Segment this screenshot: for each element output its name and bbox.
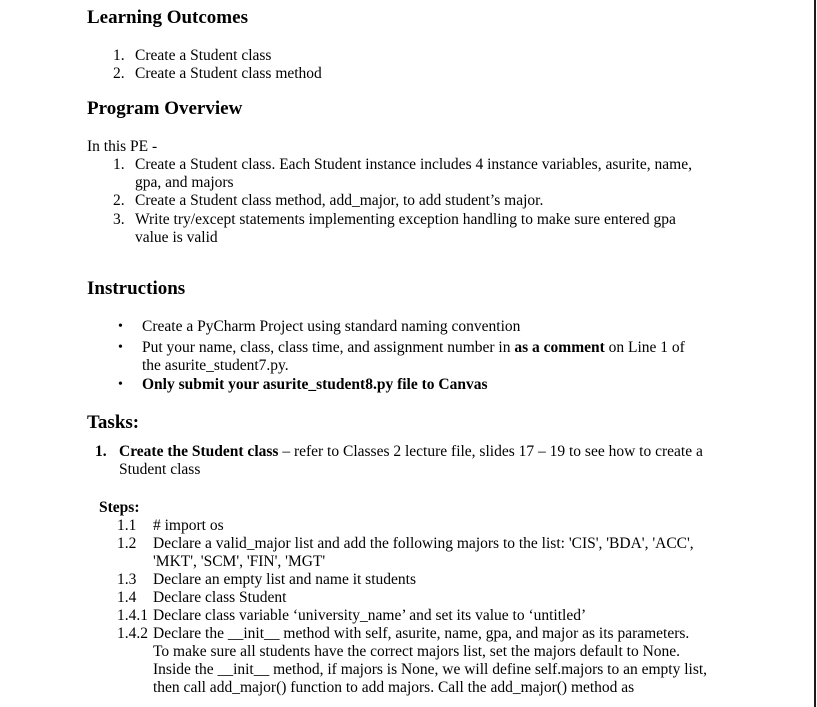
learning-outcome-item: 1. Create a Student class bbox=[113, 47, 272, 64]
instruction-bullet-2: Put your name, class, class time, and assignment number in as a comment on Line 1 of bbox=[142, 339, 685, 356]
step-number: 1.4.2 bbox=[117, 625, 148, 642]
overview-item: 2. Create a Student class method, add_major, to add student’s major. bbox=[113, 192, 544, 209]
step-text: Declare a valid_major list and add the following majors to the list: 'CIS', 'BDA', 'ACC', bbox=[153, 535, 694, 552]
step-number: 1.4.1 bbox=[117, 607, 148, 624]
overview-item-continued: gpa, and majors bbox=[135, 174, 234, 191]
step-number: 1.1 bbox=[117, 517, 137, 534]
overview-item: 1. Create a Student class. Each Student instance includes 4 instance variables, asurite, name, bbox=[113, 156, 692, 173]
instruction-bullet-1: Create a PyCharm Project using standard naming convention bbox=[142, 318, 521, 335]
program-overview-intro: In this PE - bbox=[87, 138, 158, 155]
instructions-heading: Instructions bbox=[87, 278, 186, 299]
task-1-continued: Student class bbox=[119, 461, 201, 478]
bullet-icon: • bbox=[118, 377, 123, 392]
task-1: 1. Create the Student class – refer to Classes 2 lecture file, slides 17 – 19 to see how to create a bbox=[95, 443, 703, 460]
tasks-heading: Tasks: bbox=[87, 412, 140, 433]
instruction-bullet-2-continued: the asurite_student7.py. bbox=[142, 357, 289, 374]
step-text: Declare an empty list and name it students bbox=[153, 571, 416, 588]
learning-outcomes-heading: Learning Outcomes bbox=[87, 7, 248, 28]
step-text: Declare the __init__ method with self, asurite, name, gpa, and major as its parameters. bbox=[153, 625, 690, 642]
learning-outcome-item: 2. Create a Student class method bbox=[113, 65, 322, 82]
step-text: # import os bbox=[153, 517, 224, 534]
overview-item-continued: value is valid bbox=[135, 229, 218, 246]
overview-item: 3. Write try/except statements implementing exception handling to make sure entered gpa bbox=[113, 211, 676, 228]
step-text-continued: then call add_major() function to add majors. Call the add_major() method as bbox=[153, 679, 635, 696]
step-number: 1.2 bbox=[117, 535, 137, 552]
step-text-continued: Inside the __init__ method, if majors is None, we will define self.majors to an empty list, bbox=[153, 661, 708, 678]
steps-heading: Steps: bbox=[99, 499, 140, 516]
step-text: Declare class variable ‘university_name’ and set its value to ‘untitled’ bbox=[153, 607, 587, 624]
step-text-continued: 'MKT', 'SCM', 'FIN', 'MGT' bbox=[153, 553, 326, 570]
bullet-icon: • bbox=[118, 319, 123, 334]
page-edge-rule bbox=[814, 0, 816, 707]
step-text: Declare class Student bbox=[153, 589, 287, 606]
program-overview-heading: Program Overview bbox=[87, 98, 243, 119]
step-text-continued: To make sure all students have the correct majors list, set the majors default to None. bbox=[153, 643, 681, 660]
instruction-bullet-3: Only submit your asurite_student8.py file to Canvas bbox=[142, 376, 488, 393]
step-number: 1.4 bbox=[117, 589, 137, 606]
bullet-icon: • bbox=[118, 340, 123, 355]
step-number: 1.3 bbox=[117, 571, 137, 588]
